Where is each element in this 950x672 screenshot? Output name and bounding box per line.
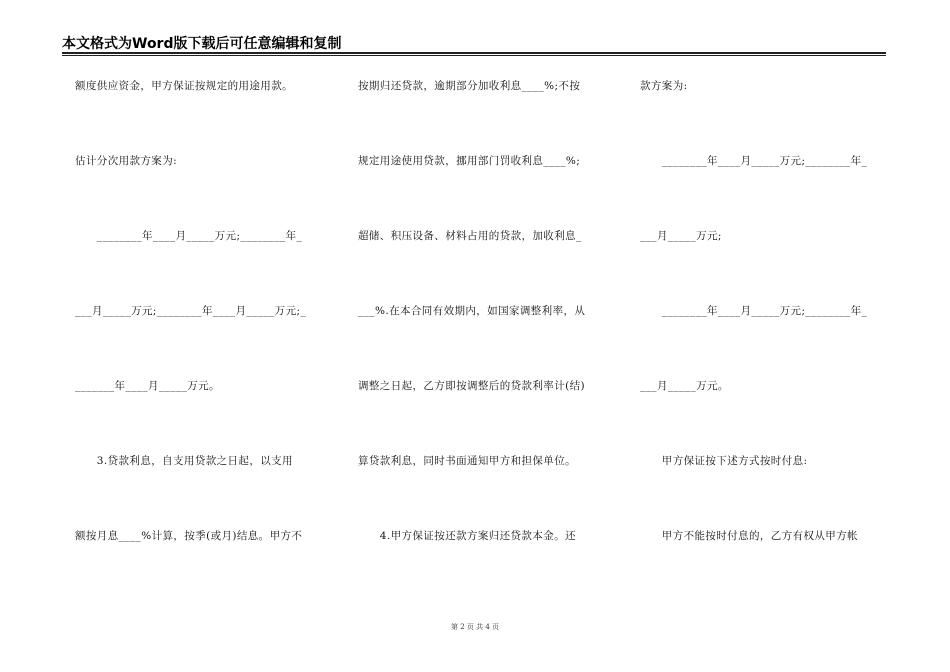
text-line: 甲方保证按下述方式按时付息: <box>640 455 808 467</box>
text-line: ________年____月_____万元;________年_ <box>75 230 303 242</box>
text-line: 按期归还贷款，逾期部分加收利息____%;不按 <box>358 80 581 92</box>
text-line: 超储、积压设备、材料占用的贷款，加收利息_ <box>358 230 582 242</box>
text-column-1 <box>75 74 325 554</box>
page-number: 第 2 页 共 4 页 <box>450 623 500 631</box>
text-line: 算贷款利息，同时书面通知甲方和担保单位。 <box>358 455 576 467</box>
text-line: ___月_____万元。 <box>640 380 729 392</box>
text-line: ________年____月_____万元;________年_ <box>640 155 868 167</box>
text-line: 调整之日起，乙方即按调整后的贷款利率计(结) <box>358 380 585 392</box>
text-line: ___月_____万元; <box>640 230 722 242</box>
text-line: 额按月息____%计算，按季(或月)结息。甲方不 <box>75 530 303 542</box>
text-line: 估计分次用款方案为: <box>75 155 178 167</box>
text-line: ___月_____万元;________年____月_____万元;_ <box>75 305 307 317</box>
text-line: 4.甲方保证按还款方案归还贷款本金。还 <box>358 530 576 542</box>
text-column-3 <box>640 74 885 554</box>
text-column-2 <box>358 74 608 554</box>
text-line: ___%.在本合同有效期内，如国家调整利率，从 <box>358 305 586 317</box>
text-line: 3.贷款利息，自支用贷款之日起，以支用 <box>75 455 293 467</box>
text-line: ________年____月_____万元;________年_ <box>640 305 868 317</box>
text-line: 款方案为: <box>640 80 688 92</box>
page-header-title: 本文格式为Word版下载后可任意编辑和复制 <box>62 36 342 52</box>
text-line: 额度供应资金，甲方保证按规定的用途用款。 <box>75 80 293 92</box>
text-line: 规定用途使用贷款，挪用部门罚收利息____%; <box>358 155 581 167</box>
text-line: _______年____月_____万元。 <box>75 380 220 392</box>
header-divider <box>62 52 886 56</box>
text-line: 甲方不能按时付息的，乙方有权从甲方帐 <box>640 530 858 542</box>
